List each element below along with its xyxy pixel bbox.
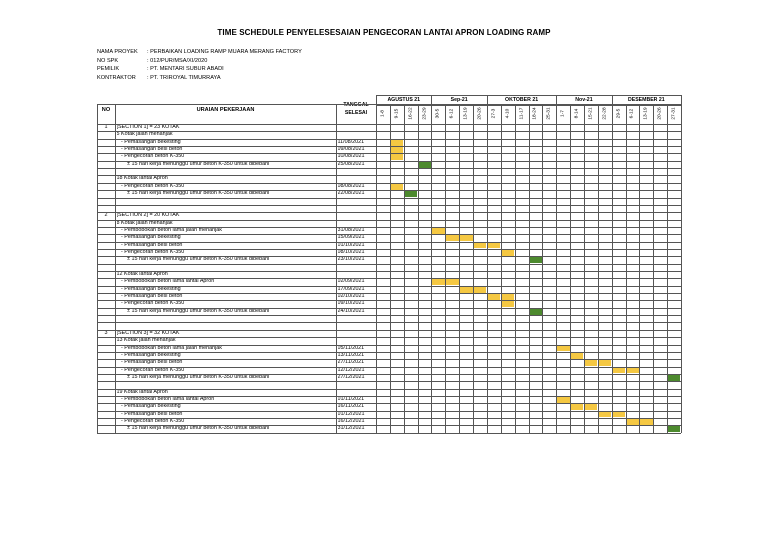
gantt-bar <box>612 411 625 417</box>
finish-date: 17/09/2021 <box>337 286 365 292</box>
grid-line <box>598 104 599 433</box>
week-label: 15-21 <box>588 107 594 120</box>
week-label: 20-26 <box>477 107 483 120</box>
gantt-bar <box>501 294 514 300</box>
info-key: NO SPK <box>97 57 119 64</box>
week-label: 16-22 <box>408 107 414 120</box>
gantt-bar <box>487 242 500 248</box>
finish-date: 01/11/2021 <box>337 396 365 402</box>
week-label: 1-8 <box>380 110 386 117</box>
grid-line <box>445 104 446 433</box>
month-label: Sep-21 <box>450 97 468 103</box>
finish-date: 10/08/2021 <box>337 154 365 160</box>
finish-date: 08/10/2021 <box>337 249 365 255</box>
task-label: 8 Kotak jalan menanjak <box>116 220 173 226</box>
row-number: 2 <box>104 213 108 219</box>
row-number: 1 <box>104 125 108 130</box>
month-label: AGUSTUS 21 <box>387 97 421 103</box>
task-label: - Pengecoran beton K-350 <box>121 154 185 160</box>
task-label: - Pembobokan beton lama lantai Apron <box>121 279 215 285</box>
gantt-bar <box>557 345 570 351</box>
grid-line <box>418 104 419 433</box>
task-label: ± 15 hari kerja menunggu umur beton K-350 untuk dibebani <box>127 426 270 432</box>
task-label: ± 15 hari kerja menunggu umur beton K-350 untuk dibebani <box>127 191 270 197</box>
grid-line <box>487 95 488 433</box>
week-label: 9-15 <box>394 108 400 119</box>
gantt-bar <box>446 235 459 241</box>
info-key: KONTRAKTOR <box>97 74 136 81</box>
gantt-bar <box>404 191 417 197</box>
month-label: Nov-21 <box>575 97 593 103</box>
gantt-bar <box>529 308 542 314</box>
grid-line <box>515 104 516 433</box>
grid-line <box>626 104 627 433</box>
row-number: 3 <box>104 330 108 336</box>
task-label: - Pengecoran beton K-350 <box>121 419 185 424</box>
gantt-bar <box>487 294 500 300</box>
gantt-bar <box>626 419 639 425</box>
gantt-bar <box>432 227 445 233</box>
grid-line <box>431 95 432 433</box>
task-label: - Pemasangan besi beton <box>121 360 183 366</box>
finish-date: 09/08/2021 <box>337 147 365 153</box>
page-title: TIME SCHEDULE PENYELESESAIAN PENGECORAN LANTAI APRON LOADING RAMP <box>217 28 551 37</box>
task-label: - Pengecoran beton K-350 <box>121 301 185 307</box>
finish-date: 22/08/2021 <box>337 191 365 197</box>
gantt-bar <box>460 235 473 241</box>
header-uraian: URAIAN PEKERJAAN <box>196 107 255 113</box>
task-label: - Pengecoran beton K-350 <box>121 249 185 255</box>
gantt-bar <box>501 249 514 255</box>
finish-date: 31/08/2021 <box>337 227 365 233</box>
week-label: 30-5 <box>435 108 441 119</box>
finish-date: 08/08/2021 <box>337 183 365 189</box>
info-value: : PT. MENTARI SUBUR ABADI <box>147 66 224 73</box>
finish-date: 11/08/2021 <box>337 139 365 145</box>
task-label: - Pemasangan bekesting <box>121 235 181 241</box>
week-label: 22-28 <box>602 107 608 120</box>
finish-date: 12/12/2021 <box>337 367 365 373</box>
gantt-bar <box>390 154 403 160</box>
grid-line <box>97 104 98 433</box>
gantt-bar <box>571 352 584 358</box>
finish-date: 01/12/2021 <box>337 411 365 417</box>
finish-date: 01/10/2021 <box>337 242 365 248</box>
week-label: 29-5 <box>616 108 622 119</box>
grid-line <box>570 104 571 433</box>
task-label: - Pembobokan beton lama lantai Apron <box>121 396 215 402</box>
task-label: - Pemasangan besi beton <box>121 411 183 417</box>
grid-line <box>667 104 668 433</box>
gantt-bar <box>598 360 611 366</box>
task-label: - Pembobokan beton lama jalan menanjak <box>121 345 222 351</box>
gantt-bar <box>612 367 625 373</box>
task-label: - Pemasangan bekesting <box>121 139 181 145</box>
info-value: : PT. TRIROYAL TIMURRAYA <box>147 74 221 81</box>
gantt-bar <box>474 242 487 248</box>
gantt-bar <box>668 374 681 380</box>
week-label: 11-17 <box>519 107 525 120</box>
week-label: 6-12 <box>629 108 635 119</box>
gantt-bar <box>529 257 542 263</box>
week-label: 13-19 <box>463 107 469 120</box>
task-label: - Pemasangan bekesting <box>121 352 181 358</box>
grid-line <box>542 104 543 433</box>
task-label: 5 Kotak jalan menanjak <box>116 132 173 138</box>
task-label: - Pengecoran beton K-350 <box>121 367 185 373</box>
task-label: ± 15 hari kerja menunggu umur beton K-350 untuk dibebani <box>127 257 270 263</box>
week-label: 23-29 <box>422 107 428 120</box>
task-label: [SECTION 3] = 32 KOTAK <box>116 330 180 336</box>
task-label: 13 Kotak jalan menanjak <box>116 338 176 344</box>
info-key: PEMILIK <box>97 66 120 73</box>
grid-line <box>556 95 557 433</box>
gantt-bar <box>598 411 611 417</box>
finish-date: 27/12/2021 <box>337 374 365 380</box>
finish-date: 24/10/2021 <box>337 308 365 314</box>
gantt-bar <box>474 286 487 292</box>
grid-line <box>473 104 474 433</box>
week-label: 1-7 <box>560 110 566 117</box>
grid-line <box>639 104 640 433</box>
finish-date: 15/09/2021 <box>337 235 365 241</box>
finish-date: 02/09/2021 <box>337 279 365 285</box>
task-label: - Pemasangan besi beton <box>121 242 183 248</box>
task-label: - Pemasangan besi beton <box>121 147 183 153</box>
grid-line <box>681 95 682 433</box>
task-label: 12 Kotak lantai Apron <box>116 272 168 277</box>
gantt-bar <box>432 279 445 285</box>
task-label: ± 15 hari kerja menunggu umur beton K-350 untuk dibebani <box>127 161 270 167</box>
task-label: ± 15 hari kerja menunggu umur beton K-350 untuk dibebani <box>127 308 270 314</box>
gantt-bar <box>390 147 403 153</box>
info-value: : 012/PUR/MSA/XI/2020 <box>147 57 208 64</box>
grid-line <box>336 104 337 433</box>
finish-date: 16/12/2021 <box>337 419 365 424</box>
week-label: 25-31 <box>546 107 552 120</box>
finish-date: 27/11/2021 <box>337 360 365 366</box>
grid-line <box>390 104 391 433</box>
gantt-bar <box>501 301 514 307</box>
gantt-bar <box>390 183 403 189</box>
finish-date: 09/10/2021 <box>337 301 365 307</box>
finish-date: 31/12/2021 <box>337 426 365 432</box>
gantt-bar <box>640 419 653 425</box>
gantt-bar <box>626 367 639 373</box>
task-label: ± 15 hari kerja menunggu umur beton K-350 untuk dibebani <box>127 374 270 380</box>
gantt-bar <box>390 139 403 145</box>
grid-line <box>404 104 405 433</box>
week-label: 27-3 <box>491 108 497 119</box>
task-label: - Pengecoran beton K-350 <box>121 183 185 189</box>
week-label: 13-19 <box>643 107 649 120</box>
grid-line <box>612 95 613 433</box>
gantt-bar <box>584 360 597 366</box>
task-label: - Pemasangan bekesting <box>121 286 181 292</box>
grid-line <box>459 104 460 433</box>
finish-date: 23/10/2021 <box>337 257 365 263</box>
gantt-bar <box>418 161 431 167</box>
month-label: OKTOBER 21 <box>505 97 539 103</box>
gantt-bar <box>584 404 597 410</box>
week-label: 18-24 <box>532 107 538 120</box>
grid-line <box>97 433 681 434</box>
task-label: [SECTION 2] = 20 KOTAK <box>116 213 180 219</box>
week-label: 20-26 <box>657 107 663 120</box>
finish-date: 02/10/2021 <box>337 294 365 300</box>
week-label: 27-31 <box>671 107 677 120</box>
grid-line <box>115 104 116 433</box>
finish-date: 13/11/2021 <box>337 352 365 358</box>
info-key: NAMA PROYEK <box>97 49 138 55</box>
task-label: - Pemasangan bekesting <box>121 404 181 410</box>
grid-line <box>376 95 681 96</box>
header-no: NO <box>101 107 111 113</box>
task-label: 19 Kotak lantai Apron <box>116 389 168 395</box>
gantt-bar <box>668 426 681 432</box>
gantt-bar <box>446 279 459 285</box>
task-label: - Pembobokan beton lama jalan menanjak <box>121 227 222 233</box>
week-label: 4-10 <box>505 108 511 119</box>
task-label: - Pemasangan besi beton <box>121 294 183 300</box>
grid-line <box>501 104 502 433</box>
gantt-bar <box>557 396 570 402</box>
gantt-bar <box>460 286 473 292</box>
info-value: : PERBAIKAN LOADING RAMP MUARA MERANG FACTORY <box>147 49 302 55</box>
grid-line <box>584 104 585 433</box>
task-label: [SECTION 1] = 23 KOTAK <box>116 125 180 130</box>
month-label: DESEMBER 21 <box>628 97 665 103</box>
week-label: 6-12 <box>449 108 455 119</box>
week-label: 8-14 <box>574 108 580 119</box>
finish-date: 16/11/2021 <box>337 404 365 410</box>
task-label: 18 Kotak lantai Apron <box>116 176 168 182</box>
grid-line <box>376 95 377 433</box>
finish-date: 25/08/2021 <box>337 161 365 167</box>
grid-line <box>653 104 654 433</box>
gantt-bar <box>571 404 584 410</box>
grid-line <box>529 104 530 433</box>
finish-date: 05/11/2021 <box>337 345 365 351</box>
header-tanggal: TANGGAL SELESAI <box>343 102 369 116</box>
